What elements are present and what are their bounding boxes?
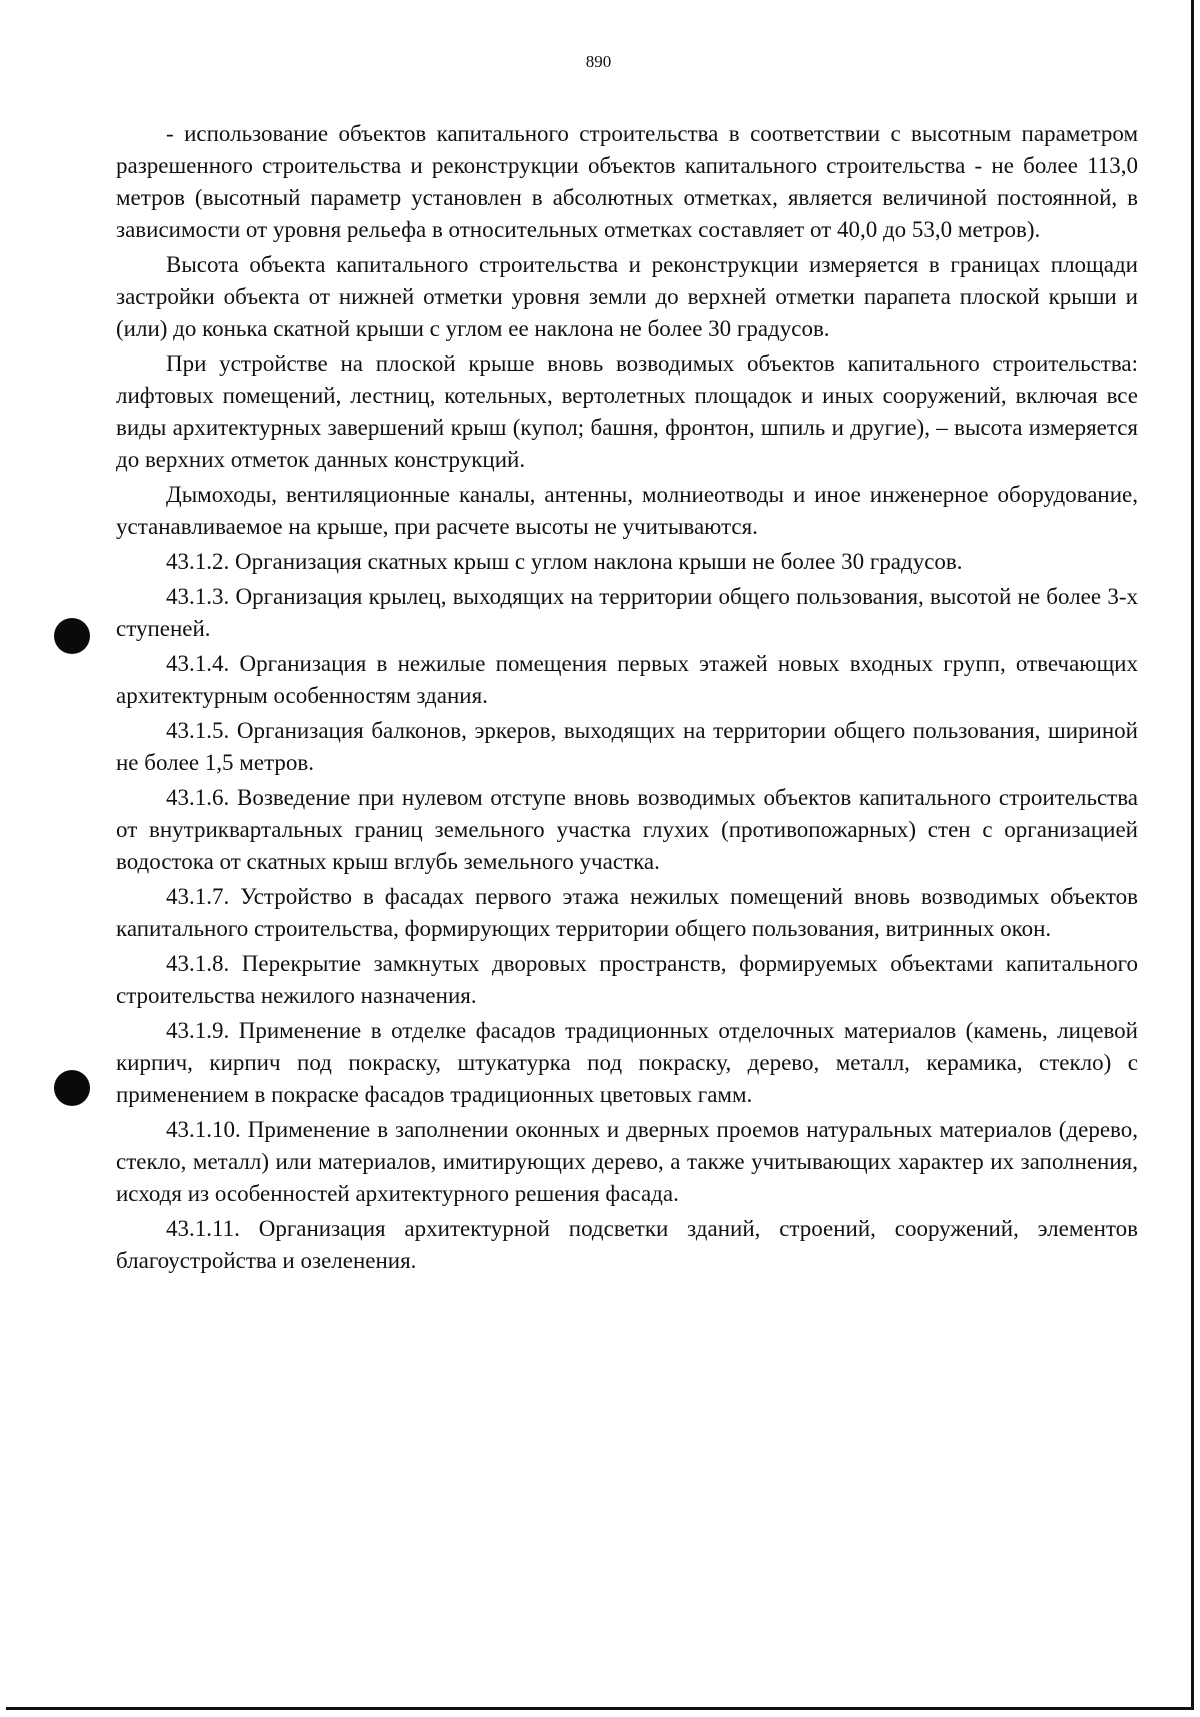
clause-43-1-6: 43.1.6. Возведение при нулевом отступе вновь возводимых объектов капитального строительства от внутриквартальных границ земельного участка глухих (противопожарных) стен с организацией водостока от скатных крыш вглубь земельного участка. [116,785,1138,874]
paragraph-height-measurement: Высота объекта капитального строительства и реконструкции измеряется в границах площади застройки объекта от нижней отметки уровня земли до верхней отметки парапета плоской крыши и (или) до конька скатной крыши с углом ее наклона не более 30 градусов. [116,252,1138,341]
paragraph-roof-structures: При устройстве на плоской крыше вновь возводимых объектов капитального строительства: лифтовых помещений, лестниц, котельных, вертолетных площадок и иных сооружений, включая все виды архитектурных завершений крыш (купол; башня, фронтон, шпиль и другие), – высота измеряется до верхних отметок данных конструкций. [116,351,1138,472]
clause-43-1-10: 43.1.10. Применение в заполнении оконных и дверных проемов натуральных материалов (дерево, стекло, металл) или материалов, имитирующих дерево, а также учитывающих характер их заполнения, исходя из особенностей архитектурного решения фасада. [116,1117,1138,1206]
clause-43-1-2: 43.1.2. Организация скатных крыш с углом наклона крыши не более 30 градусов. [166,549,963,574]
clause-43-1-9: 43.1.9. Применение в отделке фасадов традиционных отделочных материалов (камень, лицевой кирпич, кирпич под покраску, штукатурка под покраску, дерево, металл, керамика, стекло) с применением в покраске фасадов традиционных цветовых гамм. [116,1018,1138,1107]
document-page [6,0,1194,1710]
paragraph-height-usage: - использование объектов капитального строительства в соответствии с высотным параметром разрешенного строительства и реконструкции объектов капитального строительства - не более 113,0 метров (высотный параметр установлен в абсолютных отметках, является величиной постоянной, в зависимости от уровня рельефа в относительных отметках составляет от 40,0 до 53,0 метров). [116,121,1138,242]
punch-hole-mark [54,618,90,654]
punch-hole-mark [54,1070,90,1106]
clause-43-1-3: 43.1.3. Организация крылец, выходящих на территории общего пользования, высотой не более 3-х ступеней. [116,584,1138,641]
paragraph-roof-equipment: Дымоходы, вентиляционные каналы, антенны, молниеотводы и иное инженерное оборудование, устанавливаемое на крыше, при расчете высоты не учитываются. [116,482,1138,539]
clause-43-1-4: 43.1.4. Организация в нежилые помещения первых этажей новых входных групп, отвечающих архитектурным особенностям здания. [116,651,1138,708]
page-number: 890 [585,52,612,71]
clause-43-1-8: 43.1.8. Перекрытие замкнутых дворовых пространств, формируемых объектами капитального строительства нежилого назначения. [116,951,1138,1008]
clause-43-1-7: 43.1.7. Устройство в фасадах первого этажа нежилых помещений вновь возводимых объектов капитального строительства, формирующих территории общего пользования, витринных окон. [116,884,1138,941]
document-body [116,118,1138,1280]
clause-43-1-11: 43.1.11. Организация архитектурной подсветки зданий, строений, сооружений, элементов благоустройства и озеленения. [116,1216,1138,1273]
clause-43-1-5: 43.1.5. Организация балконов, эркеров, выходящих на территории общего пользования, шириной не более 1,5 метров. [116,718,1138,775]
